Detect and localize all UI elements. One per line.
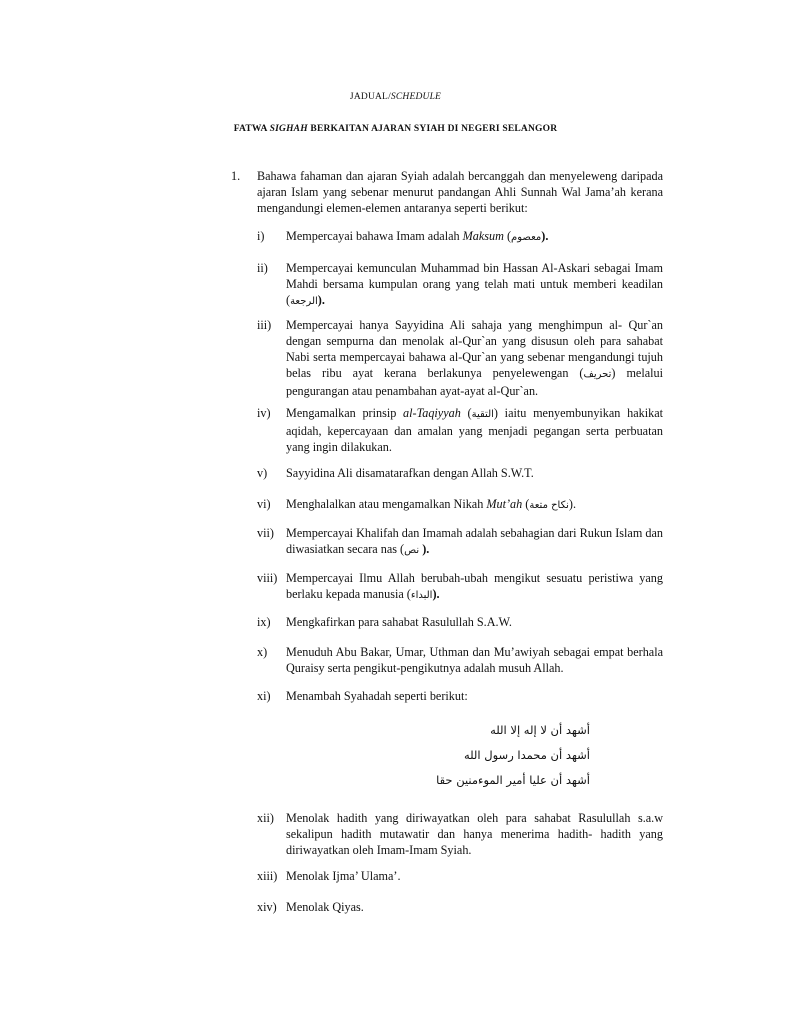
item-text: Mempercayai bahawa Imam adalah Maksum (معصوم). (286, 229, 549, 243)
paragraph-1 (231, 168, 663, 216)
item-text: Mengkafirkan para sahabat Rasulullah S.A.W. (286, 615, 512, 629)
item-number: iii) (257, 318, 272, 332)
item-text: Mempercayai hanya Sayyidina Ali sahaja yang menghimpun al- Qur`an dengan sempurna dan menolak al-Qur`an yang disusun oleh para sahabat Nabi serta mempercayai bahawa al-Qur`an yang sebenar mengandungi tujuh belas ribu ayat kerana berlakunya penyelewengan (تحريف) melalui pengurangan atau penambahan ayat-ayat al-Qur`an. (286, 318, 663, 398)
schedule-heading (0, 92, 791, 102)
item-number: xi) (257, 689, 271, 703)
list-item-i (257, 228, 663, 246)
item-text: Menolak Qiyas. (286, 900, 364, 914)
list-item-xii (257, 810, 663, 858)
shahadah-line-3: أشهد أن عليا أمير الموءمنين حقا (436, 773, 590, 787)
item-number: i) (257, 229, 265, 243)
list-item-xiii (257, 868, 663, 884)
arabic-term: نص (404, 545, 420, 556)
schedule-label: JADUAL/ (349, 92, 391, 102)
list-item-v (257, 465, 663, 481)
item-number: v) (257, 466, 268, 480)
list-item-ii (257, 260, 663, 310)
list-item-iii (257, 317, 663, 399)
document-title (0, 124, 791, 134)
item-number: xii) (257, 811, 274, 825)
list-item-iv (257, 405, 663, 455)
item-text: Mempercayai kemunculan Muhammad bin Hassan Al-Askari sebagai Imam Mahdi bersama kumpulan orang yang telah mati untuk memberi keadilan (الرجعة). (286, 261, 663, 307)
shahadah-line-1: أشهد أن لا إله إلا الله (490, 723, 590, 737)
list-item-vii (257, 525, 663, 559)
item-text: Menuduh Abu Bakar, Umar, Uthman dan Mu’awiyah sebagai empat berhala Quraisy serta pengikut-pengikutnya adalah musuh Allah. (286, 645, 663, 675)
item-text: Menghalalkan atau mengamalkan Nikah Mut’ah (نكاح متعة). (286, 497, 577, 511)
title-prefix: FATWA (233, 124, 270, 134)
title-italic: SIGHAH (269, 124, 308, 134)
arabic-term: التقية (471, 409, 494, 420)
paragraph-number: 1. (231, 169, 241, 183)
item-number: viii) (257, 571, 278, 585)
list-item-viii (257, 570, 663, 604)
item-number: vii) (257, 526, 274, 540)
item-text: Sayyidina Ali disamatarafkan dengan Allah S.W.T. (286, 466, 534, 480)
item-number: x) (257, 645, 268, 659)
item-number: ix) (257, 615, 271, 629)
shahadah-line-2: أشهد أن محمدا رسول الله (463, 748, 590, 762)
schedule-label-italic: SCHEDULE (390, 92, 442, 102)
list-item-xiv (257, 899, 663, 915)
item-text: Mengamalkan prinsip al-Taqiyyah (التقية) iaitu menyembunyikan hakikat aqidah, kepercayaan dan amalan yang menjadi pegangan serta perbuatan yang ingin dilakukan. (286, 406, 663, 454)
item-number: xiii) (257, 869, 278, 883)
item-text: Mempercayai Ilmu Allah berubah-ubah mengikut sesuatu peristiwa yang berlaku kepada manusia (البداء). (286, 571, 663, 601)
arabic-term: معصوم (511, 232, 542, 243)
item-text: Menambah Syahadah seperti berikut: (286, 689, 468, 703)
arabic-term: البداء (410, 590, 433, 601)
item-text: Menolak hadith yang diriwayatkan oleh para sahabat Rasulullah s.a.w sekalipun hadith mutawatir dan hanya menerima hadith- hadith yang diriwayatkan oleh Imam-Imam Syiah. (286, 811, 663, 857)
item-text: Mempercayai Khalifah dan Imamah adalah sebahagian dari Rukun Islam dan diwasiatkan secara nas (نص ). (286, 526, 663, 556)
arabic-term: الرجعة (290, 296, 318, 307)
list-item-vi (257, 496, 663, 514)
item-number: iv) (257, 406, 271, 420)
arabic-term: نكاح متعة (529, 500, 569, 511)
title-suffix: BERKAITAN AJARAN SYIAH DI NEGERI SELANGOR (307, 124, 558, 134)
arabic-term: تحريف (583, 369, 612, 380)
item-text: Menolak Ijma’ Ulama’. (286, 869, 401, 883)
item-number: vi) (257, 497, 271, 511)
item-number: xiv) (257, 900, 277, 914)
list-item-x (257, 644, 663, 676)
paragraph-text: Bahawa fahaman dan ajaran Syiah adalah bercanggah dan menyeleweng daripada ajaran Islam yang sebenar menurut pandangan Ahli Sunnah Wal Jama’ah kerana mengandungi elemen-elemen antaranya seperti berikut: (257, 169, 663, 215)
list-item-ix (257, 614, 663, 630)
list-item-xi (257, 688, 663, 704)
item-number: ii) (257, 261, 268, 275)
